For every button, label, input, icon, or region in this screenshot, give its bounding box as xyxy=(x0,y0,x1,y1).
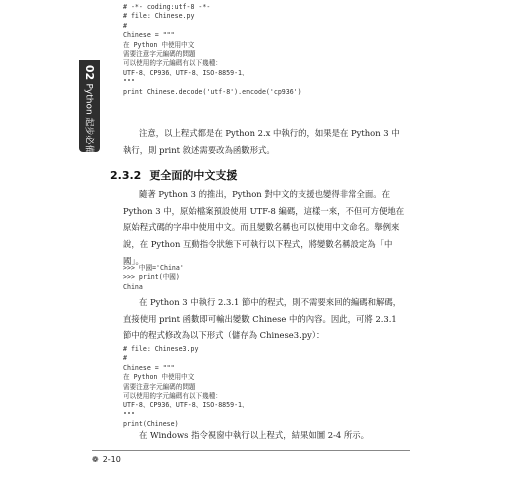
intro-paragraph: 隨著 Python 3 的推出，Python 對中文的支援也變得非常全面。在 Python 3 中，原始檔案預設使用 UTF-8 編碼，這樣一來，不但可方便地在原始程式碼的字串中使用中文。而且變數名稱也可以使用中文命名。舉例來說，在 Python 互動指令狀態下可執行以下程式，將變數名稱設定為「中國」。 xyxy=(123,189,405,266)
code-line: 在 Python 中使用中文 xyxy=(123,373,195,382)
code-line: UTF-8、CP936、UTF-8、ISO-8859-1、 xyxy=(123,401,249,410)
code-line: 需要注意字元編碼的問題 xyxy=(123,50,196,59)
code-line: # xyxy=(123,21,127,30)
code-line: # xyxy=(123,354,127,363)
code-line: print Chinese.decode('utf-8').encode('cp936') xyxy=(123,87,302,96)
code-line: >>> 中國='China' xyxy=(123,264,184,272)
chapter-tab xyxy=(79,60,100,152)
code-line: 可以使用的字元編碼有以下幾種： xyxy=(123,59,222,68)
result-paragraph: 在 Windows 指令視窗中執行以上程式，結果如圖 2-4 所示。 xyxy=(139,430,370,440)
footer-rule xyxy=(92,450,410,451)
code-line: """ xyxy=(123,78,135,87)
chapter-title: Python 起步必備 xyxy=(83,83,94,154)
page-number: 2-10 xyxy=(102,455,121,464)
code-line: Chinese = """ xyxy=(123,363,175,372)
code-line: Chinese = """ xyxy=(123,31,175,40)
code-line: print(Chinese) xyxy=(123,420,179,429)
book-icon: ❁ xyxy=(92,455,99,464)
code-line: UTF-8、CP936、UTF-8、ISO-8859-1、 xyxy=(123,68,249,77)
section-title: 更全面的中文支援 xyxy=(149,169,238,182)
code-line: 在 Python 中使用中文 xyxy=(123,40,195,49)
code-line: China xyxy=(123,282,143,291)
code-block-interactive xyxy=(123,264,184,292)
code-line: """ xyxy=(123,410,135,419)
code-block-chinese3 xyxy=(123,345,249,430)
note-paragraph: 注意，以上程式都是在 Python 2.x 中執行的，如果是在 Python 3 中執行，則 print 敘述需要改為函數形式。 xyxy=(123,128,400,155)
section-number: 2.3.2 xyxy=(110,169,142,182)
code-line: 需要注意字元編碼的問題 xyxy=(123,382,196,391)
code-line: # -*- coding:utf-8 -*- xyxy=(123,3,211,11)
page-footer xyxy=(92,455,121,464)
explain-paragraph: 在 Python 3 中執行 2.3.1 節中的程式，則不需要來回的編碼和解碼，直接使用 print 函數即可輸出變數 Chinese 中的內容。因此，可將 2.3.1 節中的程式修改為以下形式（儲存為 Chinese3.py）： xyxy=(123,297,402,341)
code-line: # file: Chinese3.py xyxy=(123,345,199,353)
code-block-chinese xyxy=(123,3,302,97)
chapter-number: 02 xyxy=(83,64,96,81)
code-line: >>> print(中國) xyxy=(123,273,180,282)
section-heading xyxy=(110,167,237,183)
code-line: 可以使用的字元編碼有以下幾種： xyxy=(123,392,222,401)
code-line: # file: Chinese.py xyxy=(123,12,195,21)
